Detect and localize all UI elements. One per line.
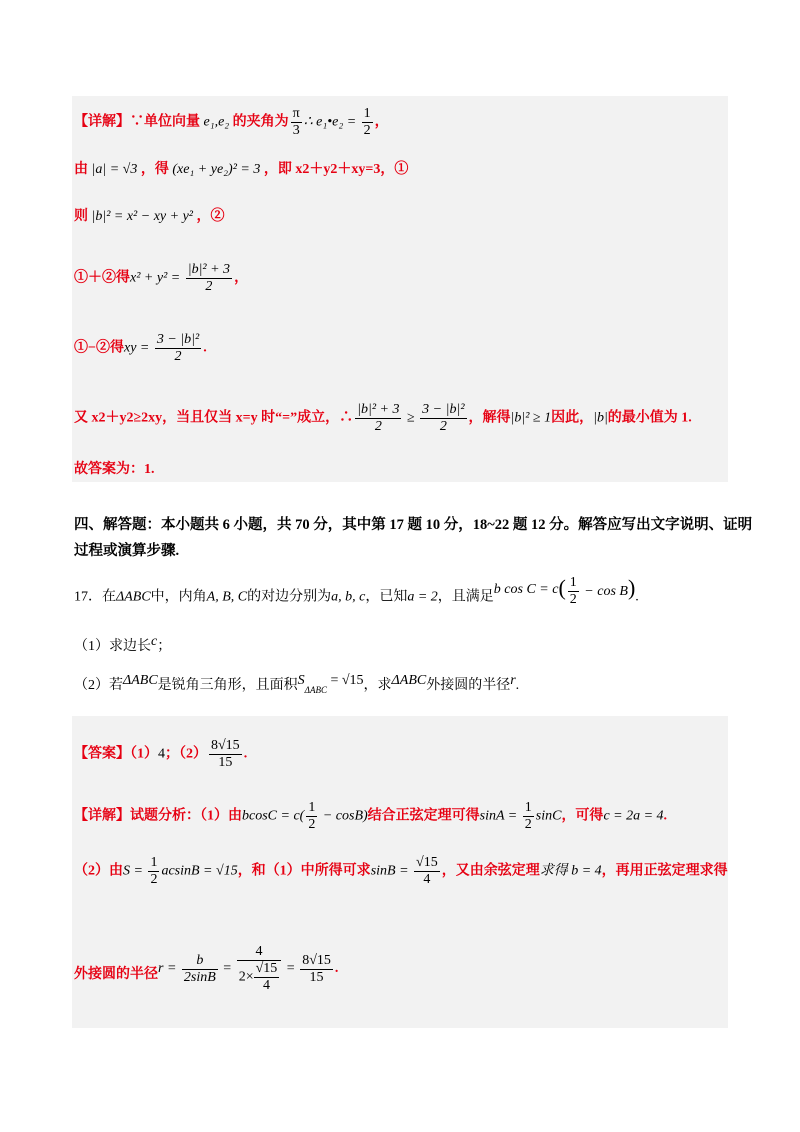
text: 因此，: [551, 410, 594, 426]
text: ，且满足: [437, 589, 494, 605]
fraction: $\frac{1}{2}$: [569, 575, 577, 607]
b2-detail-2: [74, 855, 728, 888]
math: |b|² = x² − xy + y²: [91, 209, 193, 224]
math: r =: [158, 961, 180, 977]
section-heading-2: [74, 541, 179, 561]
fraction: $\frac{1}{2}$: [524, 800, 532, 832]
text: （1）求边长: [74, 639, 151, 654]
text: ；: [157, 639, 172, 654]
text: 则: [74, 209, 88, 224]
math: S: [297, 673, 305, 688]
math: =: [219, 961, 235, 977]
q17-stem: 17．在ΔABC中，内角A, B, C的对边分别为a, b, c，已知a = 2，且满足b cos C = c( $\frac{1}{2}$ − cos B).: [74, 574, 639, 607]
b2-answer: [74, 738, 247, 771]
fraction: $\frac{\text{|b|² + 3}}{2}$: [357, 402, 400, 434]
math: = √15: [326, 673, 364, 688]
text: 结合正弦定理可得: [367, 808, 480, 824]
text: 的对边分别为: [247, 589, 332, 605]
fraction: $\frac{\text{3 − |b|²}}{2}$: [156, 332, 200, 364]
fraction: $\frac{8√15}{15}$: [211, 738, 240, 770]
text: ，解得: [468, 410, 511, 426]
math: ΔABC: [391, 673, 427, 688]
math: ∴ e₁•e₂ =: [303, 114, 360, 130]
text: .: [663, 808, 668, 824]
heading-line-2: 过程或演算步骤.: [74, 543, 180, 559]
math: |b|² ≥ 1: [510, 410, 552, 426]
math: S =: [123, 863, 147, 879]
fraction: $\frac{1}{2}$: [308, 800, 316, 832]
text: ，②: [196, 209, 225, 224]
b1-line-5: [74, 332, 207, 365]
b2-detail-3: [74, 965, 158, 985]
answer-tag: 【答案】: [74, 746, 130, 762]
text: ①−②得: [74, 340, 124, 356]
fraction: $\frac{1}{2}$: [363, 106, 371, 138]
math: 求得 b = 4: [539, 863, 602, 879]
fraction: $\frac{\text{|b|² + 3}}{2}$: [187, 262, 231, 294]
b1-line-3: [74, 207, 225, 227]
text: 17．在: [74, 589, 116, 605]
text: 的夹角为: [232, 114, 289, 130]
math: ≥: [403, 410, 419, 426]
math: |a| = √3: [91, 162, 138, 177]
text: ，和（1）中所得可求: [237, 863, 371, 879]
b2-radius-formula: [158, 944, 338, 994]
text: ，又由余弦定理: [441, 863, 540, 879]
text: 的最小值为 1.: [607, 410, 692, 426]
text: ，: [234, 270, 249, 286]
math: ΔABC: [123, 673, 158, 688]
math: x² + y² =: [130, 270, 184, 286]
fraction: $\frac{√15}{4}$: [416, 855, 438, 887]
text: ，再用正弦定理求得: [601, 863, 728, 879]
detail-tag: 【详解】: [74, 808, 130, 824]
b1-line-2: [74, 160, 408, 180]
text: 是锐角三角形，且面积: [157, 678, 298, 693]
math: xy =: [123, 340, 153, 356]
fraction: $\frac{8√15}{15}$: [302, 952, 331, 985]
fraction: $\frac{\text{3 − |b|²}}{2}$: [422, 402, 465, 434]
b1-line-4: [74, 262, 248, 295]
heading-line-1: 四、解答题：本小题共 6 小题，共 70 分，其中第 17 题 10 分，18~22 题 12 分。解答应写出文字说明、证明: [74, 517, 753, 533]
b1-line-1: [74, 106, 389, 139]
text: ，可得: [561, 808, 604, 824]
text: .: [515, 678, 520, 693]
text: .: [635, 589, 639, 605]
text: 中，内角: [150, 589, 207, 605]
text: ，已知: [365, 589, 408, 605]
q17-part-1: [74, 634, 172, 657]
math: A, B, C: [206, 589, 248, 605]
text: ，求: [363, 678, 392, 693]
text: ，得: [140, 162, 169, 177]
text: （1）: [130, 746, 158, 762]
math: r: [510, 673, 516, 688]
text: ，: [374, 114, 389, 130]
fraction: $\frac{\pi}{3}$: [292, 106, 300, 138]
math: ΔABC: [304, 684, 327, 695]
text: .: [203, 340, 207, 356]
text: 试题分析：（1）由: [130, 808, 242, 824]
math: a = 2: [407, 589, 438, 605]
math: sinC: [535, 808, 562, 824]
text: ∵单位向量: [130, 114, 200, 130]
math: a, b, c: [331, 589, 366, 605]
text: 由: [74, 162, 88, 177]
math: e₁,e₂: [203, 114, 230, 130]
math: c: [151, 634, 158, 649]
text: 外接圆的半径: [74, 967, 158, 982]
math: |b|: [593, 410, 608, 426]
math: sinA =: [479, 808, 521, 824]
math: − cos B: [580, 583, 628, 599]
b2-detail-1: [74, 800, 667, 833]
text: 外接圆的半径: [426, 678, 511, 693]
math: bcosC = c(: [242, 808, 305, 824]
math: 4: [158, 746, 165, 762]
math: sinB =: [370, 863, 413, 879]
text: （2）若: [74, 678, 123, 693]
b1-line-6: [74, 402, 692, 435]
text: 又 x2＋y2≥2xy，当且仅当 x=y 时“=”成立，∴: [74, 410, 354, 426]
detail-tag: 【详解】: [74, 114, 130, 130]
q17-part-2: [74, 673, 520, 700]
text: .: [243, 746, 248, 762]
math: − cosB): [319, 808, 368, 824]
section-heading: [74, 515, 752, 535]
math: (xe₁ + ye₂)² = 3: [172, 162, 261, 177]
fraction: $\frac{b}{2\sin B}$: [183, 952, 216, 985]
text: .: [334, 961, 339, 977]
text: ；（2）: [165, 746, 207, 762]
text: ，即 x2＋y2＋xy=3，①: [263, 162, 409, 177]
text: （2）由: [74, 863, 123, 879]
math: =: [283, 961, 299, 977]
b1-line-7: [74, 460, 155, 480]
text: ①＋②得: [74, 270, 130, 286]
fraction: $\frac{1}{2}$: [150, 855, 158, 887]
text: 故答案为：1.: [74, 462, 155, 477]
math: acsinB = √15: [161, 863, 238, 879]
math: c = 2a = 4: [603, 808, 664, 824]
math: b cos C = c: [493, 581, 559, 597]
fraction: 4 2× $\frac{√15}{4}$: [237, 944, 282, 994]
math: ΔABC: [116, 589, 151, 605]
